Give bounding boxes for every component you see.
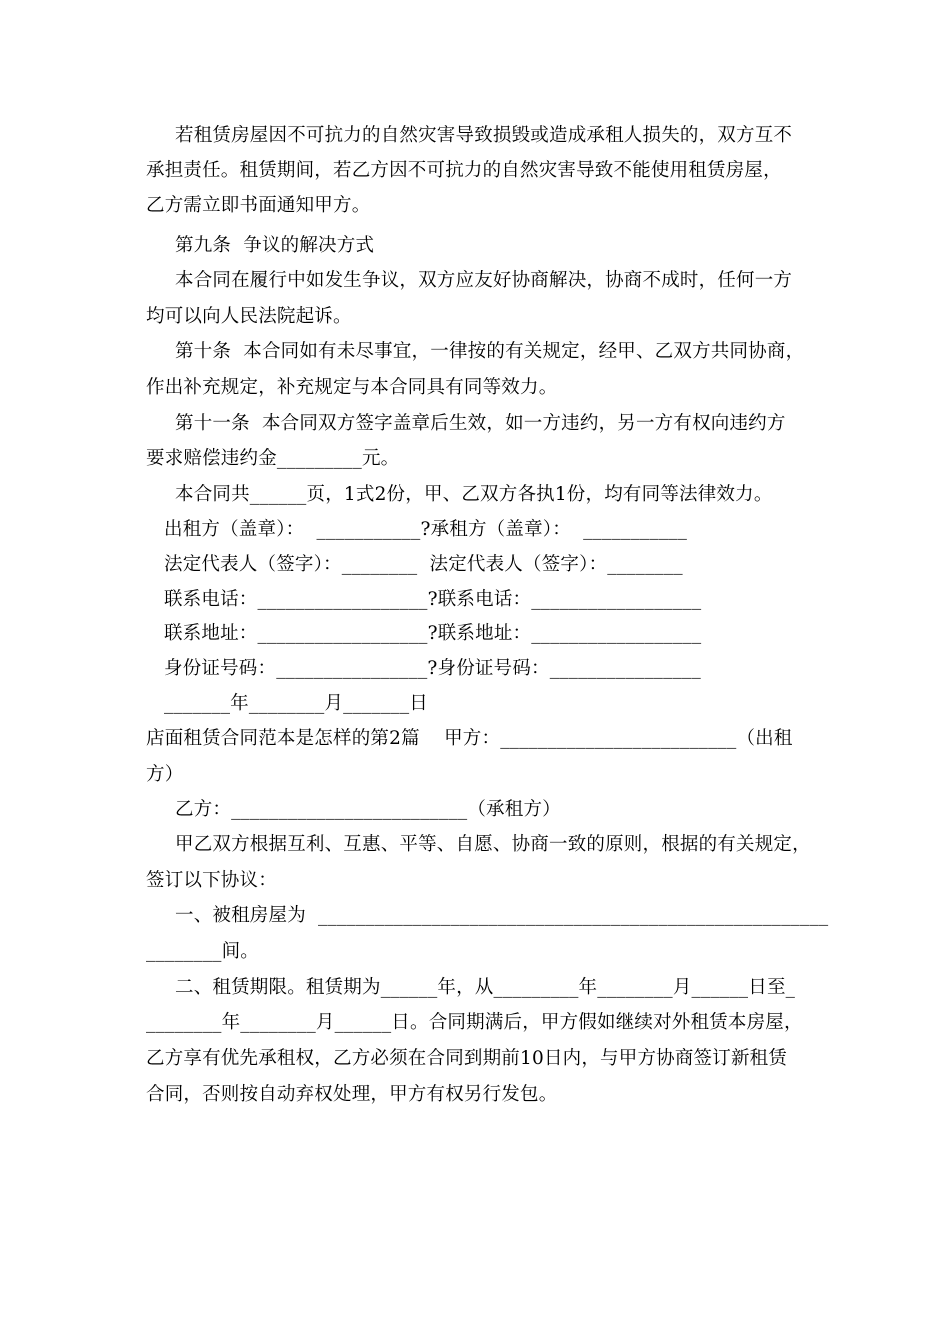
signature-row: 身份证号码：________________?身份证号码：________________: [164, 658, 701, 679]
signature-row: 联系电话：__________________?联系电话：__________________: [164, 589, 702, 610]
text-line: 乙方需立即书面通知甲方。: [146, 195, 371, 216]
text-line: 第十一条 本合同双方签字盖章后生效，如一方违约，另一方有权向违约方: [175, 413, 786, 434]
signature-row: 出租方（盖章）： ___________?承租方（盖章）： ___________: [164, 519, 688, 540]
text-line: 二、租赁期限。租赁期为______年，从_________年________月______日至_: [175, 977, 796, 998]
text-line: 本合同在履行中如发生争议，双方应友好协商解决，协商不成时，任何一方: [175, 270, 793, 291]
text-line: 要求赔偿违约金_________元。: [146, 448, 400, 469]
date-row: _______年________月_______日: [164, 693, 429, 714]
text-line: ________间。: [146, 941, 260, 962]
text-line: 均可以向人民法院起诉。: [146, 306, 352, 327]
text-line: 签订以下协议：: [146, 870, 277, 891]
text-line: 承担责任。租赁期间，若乙方因不可抗力的自然灾害导致不能使用租赁房屋，: [146, 160, 782, 181]
signature-row: 联系地址：__________________?联系地址：__________________: [164, 623, 702, 644]
signature-row: 法定代表人（签字）：________ 法定代表人（签字）：________: [164, 554, 683, 575]
text-line: 合同，否则按自动弃权处理，甲方有权另行发包。: [146, 1084, 558, 1105]
text-line: ________年________月______日。合同期满后，甲方假如继续对外租赁本房屋，: [146, 1012, 803, 1033]
section-heading: 第九条 争议的解决方式: [175, 235, 375, 256]
text-line: 作出补充规定，补充规定与本合同具有同等效力。: [146, 377, 558, 398]
text-line: 乙方：_________________________（承租方）: [175, 799, 561, 820]
text-line: 本合同共______页，1式2份，甲、乙双方各执1份，均有同等法律效力。: [175, 484, 773, 505]
contract-title-line: 店面租赁合同范本是怎样的第2篇 甲方：_________________________（出租: [146, 728, 793, 749]
text-line: 若租赁房屋因不可抗力的自然灾害导致损毁或造成承租人损失的，双方互不: [175, 125, 793, 146]
text-line: 甲乙双方根据互利、互惠、平等、自愿、协商一致的原则，根据的有关规定，: [175, 834, 811, 855]
text-line: 第十条 本合同如有未尽事宜，一律按的有关规定，经甲、乙双方共同协商，: [175, 341, 805, 362]
text-line: 方）: [146, 764, 184, 785]
text-line: 乙方享有优先承租权，乙方必须在合同到期前10日内，与甲方协商签订新租赁: [146, 1048, 788, 1069]
text-line: 一、被租房屋为 ______________________________________________________: [175, 905, 829, 926]
